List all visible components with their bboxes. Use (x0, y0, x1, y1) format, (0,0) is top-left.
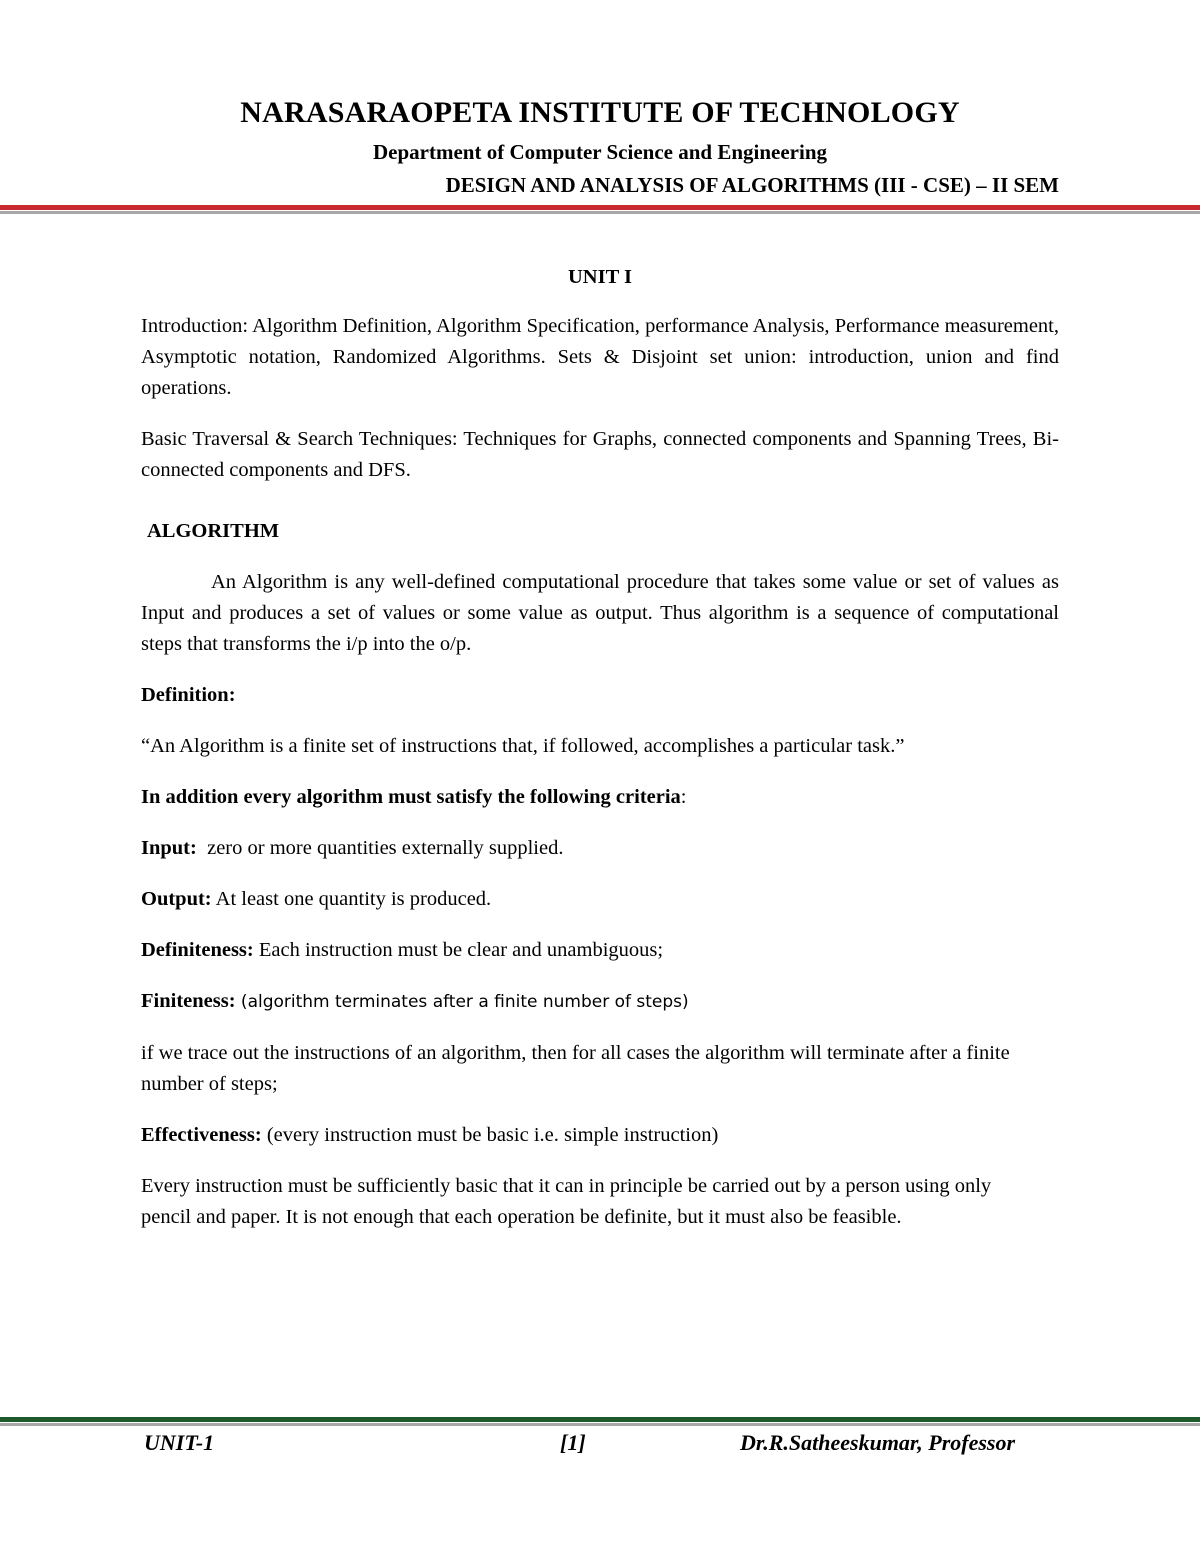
algorithm-intro-paragraph: An Algorithm is any well-defined computational procedure that takes some value or set of values as Input and produces a set of values or some value as output. Thus algorithm is a sequence of computational steps that transforms the i/p into the o/p. (141, 571, 1059, 655)
header-divider-gray (0, 211, 1200, 214)
syllabus-paragraph-1: Introduction: Algorithm Definition, Algorithm Specification, performance Analysis, Performance measurement, Asymptotic notation, Randomized Algorithms. Sets & Disjoint set union: introduction, union and find operations. (141, 315, 1059, 399)
unit-title: UNIT I (568, 266, 632, 288)
criterion-effectiveness-text: (every instruction must be basic i.e. simple instruction) (261, 1124, 719, 1146)
finiteness-detail: if we trace out the instructions of an algorithm, then for all cases the algorithm will terminate after a finite number of steps; (141, 1042, 1010, 1095)
footer-unit-label: UNIT-1 (144, 1430, 215, 1455)
criterion-finiteness (141, 986, 1059, 1018)
criterion-finiteness-label: Finiteness: (141, 990, 236, 1012)
course-title: DESIGN AND ANALYSIS OF ALGORITHMS (III - CSE) – II SEM (445, 173, 1059, 197)
criterion-output-text: At least one quantity is produced. (211, 888, 492, 910)
footer-page-number: [1] (560, 1430, 586, 1455)
header-divider-red (0, 205, 1200, 210)
criterion-finiteness-text: (algorithm terminates after a finite number of steps) (235, 992, 689, 1012)
criterion-input (141, 833, 1059, 864)
section-heading-algorithm: ALGORITHM (147, 520, 280, 542)
syllabus-paragraph-2: Basic Traversal & Search Techniques: Techniques for Graphs, connected components and Spanning Trees, Bi-connected components and DFS. (141, 428, 1059, 481)
criteria-heading-text: In addition every algorithm must satisfy the following criteria (141, 786, 681, 808)
definition-label (141, 680, 1059, 711)
criterion-effectiveness-label: Effectiveness: (141, 1124, 262, 1146)
definition-label-text: Definition: (141, 684, 236, 706)
footer-divider-green (0, 1417, 1200, 1422)
definition-quote: “An Algorithm is a finite set of instructions that, if followed, accomplishes a particular task.” (141, 735, 905, 757)
institute-title: NARASARAOPETA INSTITUTE OF TECHNOLOGY (240, 96, 960, 129)
criterion-output-label: Output: (141, 888, 212, 910)
criteria-heading (141, 782, 1059, 813)
effectiveness-detail: Every instruction must be sufficiently basic that it can in principle be carried out by a person using only pencil and paper. It is not enough that each operation be definite, but it must also be feasible. (141, 1175, 992, 1228)
footer-author: Dr.R.Satheeskumar, Professor (740, 1430, 1016, 1455)
criterion-definiteness-text: Each instruction must be clear and unambiguous; (253, 939, 664, 961)
footer-divider-gray (0, 1423, 1200, 1426)
criterion-definiteness (141, 935, 1059, 966)
criterion-definiteness-label: Definiteness: (141, 939, 254, 961)
criterion-effectiveness (141, 1120, 1059, 1151)
criteria-colon: : (680, 786, 687, 808)
department-name: Department of Computer Science and Engineering (373, 140, 827, 164)
criterion-output (141, 884, 1059, 915)
criterion-input-label: Input: (141, 837, 197, 859)
criterion-input-text: zero or more quantities externally supplied. (196, 837, 564, 859)
document-body (141, 262, 1059, 1233)
